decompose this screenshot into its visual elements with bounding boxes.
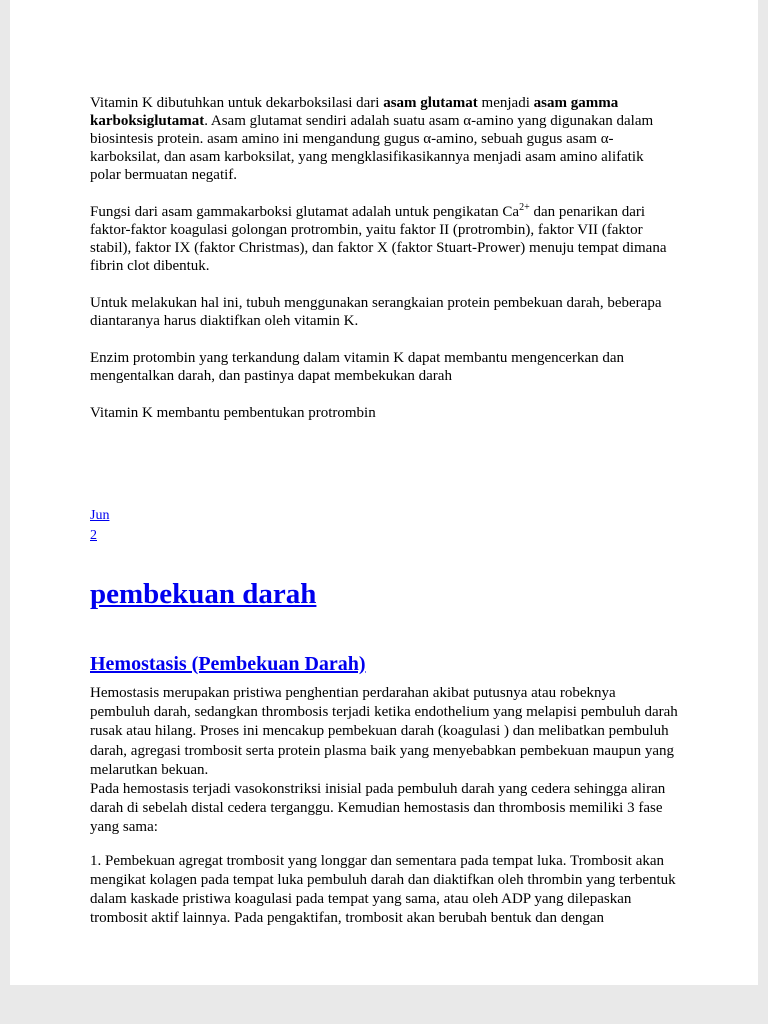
paragraph-vitamin-k bbox=[90, 94, 678, 184]
text-segment: . Asam glutamat sendiri adalah suatu asam α-amino yang digunakan dalam biosintesis protein. asam amino ini mengandung gugus α-amino, sebuah gugus asam α-karboksilat, dan asam karboksilat, yang mengklasifikasikannya menjadi asam amino alifatik polar bermuatan negatif. bbox=[90, 113, 654, 183]
post-date-month-link[interactable]: Jun bbox=[90, 508, 110, 523]
superscript-ca-charge: 2+ bbox=[519, 202, 530, 213]
text-segment: dan penarikan dari faktor-faktor koagulasi golongan protrombin, yaitu faktor II (protrombin), faktor VII (faktor stabil), faktor IX (faktor Christmas), dan faktor X (faktor Stuart-Prower) menuju tempat dimana fibrin clot dibentuk. bbox=[90, 204, 667, 274]
paragraph-enzim-protombin: Enzim protombin yang terkandung dalam vitamin K dapat membantu mengencerkan dan mengentalkan darah, dan pastinya dapat membekukan darah bbox=[90, 350, 625, 384]
paragraph-vasokonstriksi: Pada hemostasis terjadi vasokonstriksi inisial pada pembuluh darah yang cedera sehingga aliran darah di sebelah distal cedera terganggu. Kemudian hemostasis dan thrombosis memiliki 3 fase yang sama: bbox=[90, 781, 666, 836]
paragraph-fase-1: 1. Pembekuan agregat trombosit yang longgar dan sementara pada tempat luka. Trombosit akan mengikat kolagen pada tempat luka pembuluh darah dan diaktifkan oleh thrombin yang terbentuk dalam kaskade pristiwa koagulasi pada tempat yang sama, atau oleh ADP yang dilepaskan trombosit aktif lainnya. Pada pengaktifan, trombosit akan berubah bentuk dan dengan bbox=[90, 852, 676, 927]
text-segment: menjadi bbox=[477, 95, 534, 111]
hemostasis-section bbox=[90, 684, 678, 928]
document-page bbox=[10, 0, 758, 985]
post-title-link[interactable]: pembekuan darah bbox=[90, 578, 317, 610]
bold-asam-gamma-karboksiglutamat: asam gamma karboksiglutamat bbox=[90, 95, 619, 129]
article-content bbox=[10, 0, 758, 928]
text-segment: Fungsi dari asam gammakarboksi glutamat adalah untuk pengikatan Ca bbox=[90, 204, 520, 220]
post-date bbox=[90, 506, 678, 546]
paragraph-vitamin-k-protrombin: Vitamin K membantu pembentukan protrombin bbox=[90, 405, 376, 421]
paragraph-hemostasis-definition: Hemostasis merupakan pristiwa penghentian perdarahan akibat putusnya atau robeknya pembuluh darah, sedangkan thrombosis terjadi ketika endothelium yang melapisi pembuluh darah rusak atau hilang. Proses ini mencakup pembekuan darah (koagulasi ) dan melibatkan pembuluh darah, agregasi trombosit serta protein plasma baik yang menyebabkan pembekuan maupun yang melarutkan bekuan. bbox=[90, 685, 678, 778]
paragraph-protein-pembekuan: Untuk melakukan hal ini, tubuh menggunakan serangkaian protein pembekuan darah, beberapa diantaranya harus diaktifkan oleh vitamin K. bbox=[90, 295, 662, 329]
post-title bbox=[90, 578, 678, 610]
text-segment: Vitamin K dibutuhkan untuk dekarboksilasi dari bbox=[90, 95, 384, 111]
paragraph-fungsi-gammakarboksi bbox=[90, 203, 678, 275]
post-date-day-link[interactable]: 2 bbox=[90, 528, 97, 543]
section-heading-link[interactable]: Hemostasis (Pembekuan Darah) bbox=[90, 653, 366, 675]
bold-asam-glutamat: asam glutamat bbox=[383, 95, 478, 111]
section-heading bbox=[90, 652, 678, 676]
